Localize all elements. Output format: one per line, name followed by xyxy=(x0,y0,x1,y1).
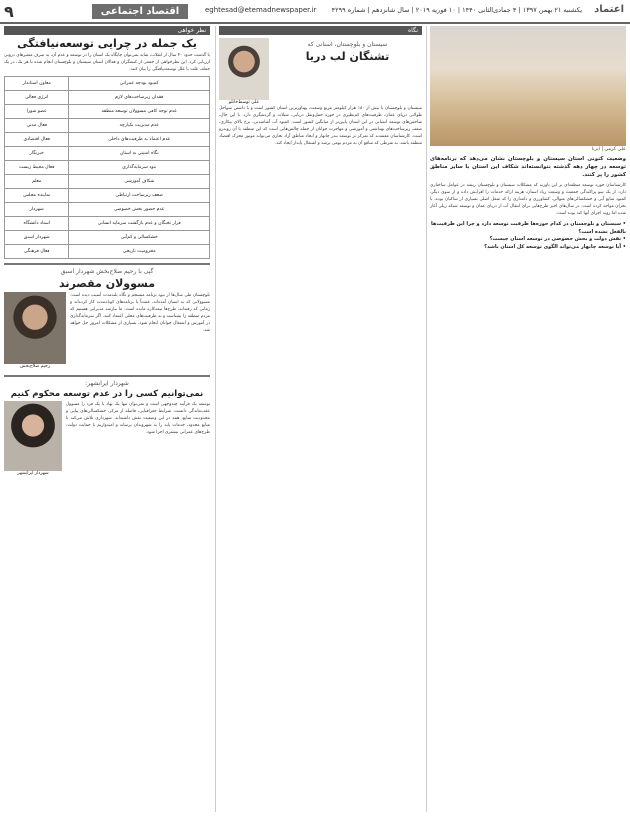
right-column xyxy=(430,26,626,816)
interview-one-photo xyxy=(4,292,66,364)
table-cell-role: شهردار xyxy=(5,203,69,217)
article-lead: وضعیت کنونی استان سیستان و بلوچستان نشان می‌دهد که برنامه‌های توسعه در چهار دهه گذشته نتوانسته‌اند شکاف این استان با سایر مناطق کشور را پر کنند. xyxy=(430,156,626,178)
table-cell-answer: نبود سرمایه‌گذاری xyxy=(69,161,210,175)
page-number: ۹ xyxy=(4,2,14,21)
table-row xyxy=(5,217,210,231)
table-cell-role: فعال اقتصادی xyxy=(5,133,69,147)
view-kicker: سیستان و بلوچستان، استانی که xyxy=(307,41,388,48)
survey-intro: با گذشت حدود ۴۰ سال از انقلاب، شاید نمی‌توان جایگاه یک استان را در توسعه و عدم آن، به صرف متغیرهای درونی ارزیابی کرد. این نظرخواهی از جمعی از کنشگران و فعالان استان سیستان و بلوچستان انجام شده تا هر یک، در یک جمله، علت یا علل توسعه‌نیافتگی را بیان کنند. xyxy=(4,53,210,72)
author-caption: علی توسط‌خانلو xyxy=(228,100,260,105)
interview-one-body: بلوچستان طی سال‌ها از نبود برنامه منسجم و نگاه بلندمدت آسیب دیده است. مسوولانی که به استان آمده‌اند، عمدتاً با برنامه‌های کوتاه‌مدت کار کرده‌اند و زمانی که رفته‌اند، طرح‌ها نیمه‌کاره مانده است. ما نیازمند مدیرانی هستیم که مردم منطقه را بشناسند و به ظرفیت‌های محلی اعتماد کنند. اگر سرمایه‌گذاری در آموزش و اشتغال جوانان انجام شود، بسیاری از مشکلات امروز حل خواهد شد. xyxy=(70,293,210,333)
table-cell-role: خبرنگار xyxy=(5,147,69,161)
interview-one-title: مسوولان مقصرند xyxy=(58,277,156,290)
table-cell-answer: شکاف آموزشی xyxy=(69,175,210,189)
question-item: • آیا توسعه چابهار می‌تواند الگوی توسعه کل استان باشد؟ xyxy=(484,243,626,250)
table-cell-answer: فقدان زیرساخت‌های لازم xyxy=(69,91,210,105)
table-row xyxy=(5,77,210,91)
column-divider xyxy=(426,26,427,812)
interview-two-kicker: شهردار ایرانشهر: xyxy=(85,380,129,387)
table-row xyxy=(5,105,210,119)
table-cell-answer: عدم توجه کافی مسوولان توسعه منطقه xyxy=(69,105,210,119)
newspaper-logo: اعتماد xyxy=(594,4,624,15)
photo-caption: علی کرمی | ایرنا xyxy=(591,147,626,152)
table-row xyxy=(5,231,210,245)
table-cell-role: انرژی فعالی xyxy=(5,91,69,105)
table-row xyxy=(5,161,210,175)
table-cell-answer: محرومیت تاریخی xyxy=(69,245,210,259)
question-list xyxy=(430,221,626,251)
survey-bar: نظر خواهی xyxy=(4,26,210,35)
view-bar: نگاه xyxy=(219,26,422,35)
table-cell-role: استاد دانشگاه xyxy=(5,217,69,231)
interview-two-caption: شهردار ایرانشهر xyxy=(17,471,49,476)
question-item: • نقش دولت و بخش خصوصی در توسعه استان چیست؟ xyxy=(489,236,626,242)
table-row xyxy=(5,203,210,217)
interview-two-body: توسعه یک فرآیند چندوجهی است و نمی‌توان تنها یک نهاد یا یک فرد را مسوول عقب‌ماندگی دانست. شرایط جغرافیایی، فاصله از مرکز، خشکسالی‌های پیاپی و محدودیت منابع، همه در این وضعیت نقش داشته‌اند. شهرداری تلاش می‌کند با منابع محدود، خدمات پایه را به شهروندان برساند و امیدواریم با حمایت دولت، طرح‌های عمرانی بیشتری اجرا شود. xyxy=(66,402,210,435)
table-cell-role: فعال مدنی xyxy=(5,119,69,133)
table-row xyxy=(5,133,210,147)
interview-one-kicker: گپی با رحیم صلاح‌بخش شهردار اسبق xyxy=(60,268,154,275)
table-cell-answer: نگاه امنیتی به استان xyxy=(69,147,210,161)
table-cell-answer: عدم اعتماد به ظرفیت‌های داخلی xyxy=(69,133,210,147)
survey-table xyxy=(4,76,210,259)
interview-one-caption: رحیم صلاح‌بخش xyxy=(19,364,51,369)
table-cell-answer: عدم حضور بخش خصوصی xyxy=(69,203,210,217)
section-title[interactable]: اقتصاد اجتماعی xyxy=(92,4,188,19)
interview-two-photo xyxy=(4,401,62,471)
table-row xyxy=(5,91,210,105)
column-divider xyxy=(215,26,216,812)
page-header xyxy=(0,0,630,24)
table-cell-role: معاون استاندار xyxy=(5,77,69,91)
table-cell-answer: عدم مدیریت یکپارچه xyxy=(69,119,210,133)
table-cell-answer: ضعف زیرساخت ارتباطی xyxy=(69,189,210,203)
table-row xyxy=(5,147,210,161)
table-row xyxy=(5,119,210,133)
middle-column xyxy=(219,26,422,816)
table-cell-role: فعال محیط زیست xyxy=(5,161,69,175)
desert-photo xyxy=(430,26,626,146)
table-cell-role: نماینده مجلس xyxy=(5,189,69,203)
table-cell-role: معلم xyxy=(5,175,69,189)
table-cell-role: فعال فرهنگی xyxy=(5,245,69,259)
table-cell-answer: خشکسالی و کم‌آبی xyxy=(69,231,210,245)
left-column xyxy=(4,26,210,816)
table-cell-answer: فرار نخبگان و عدم بازگشت سرمایه انسانی xyxy=(69,217,210,231)
table-cell-role: شهردار اسبق xyxy=(5,231,69,245)
view-title: تشنگان لب دریا xyxy=(305,50,390,63)
article-body: کارشناسان حوزه توسعه منطقه‌ای بر این باورند که مشکلات سیستان و بلوچستان ریشه در عوامل ساختاری دارد. از یک سو پراکندگی جمعیت و وسعت زیاد استان، هزینه ارائه خدمات را افزایش داده و از سوی دیگر، کمبود منابع آبی و خشکسالی‌های متوالی، کشاورزی و دامداری را که شغل اصلی بسیاری از ساکنان بوده، با بحران مواجه کرده است. در سال‌های اخیر طرح‌هایی برای انتقال آب از دریای عمان و توسعه شبکه ریلی آغاز شده اما روند اجرای آنها کند بوده است. xyxy=(430,183,626,216)
table-cell-answer: کمبود بودجه عمرانی xyxy=(69,77,210,91)
interview-two-title: نمی‌توانیم کسی را در عدم توسعه محکوم کنیم xyxy=(10,389,204,399)
table-row xyxy=(5,189,210,203)
survey-title: یک جمله در چرایی توسعه‌نیافتگی xyxy=(17,37,197,50)
view-body: سیستان و بلوچستان با بیش از ۱۸۰ هزار کیلومتر مربع وسعت، پهناورترین استان کشور است و با داشتن سواحل طولانی دریای عمان، ظرفیت‌های کم‌نظیری در حوزه حمل‌ونقل دریایی، شیلات و گردشگری دارد. با این حال، شاخص‌های توسعه انسانی در این استان پایین‌تر از میانگین کشور است. کمبود آب آشامیدنی، نرخ بالای بیکاری، ضعف زیرساخت‌های بهداشتی و آموزشی و مهاجرت جوانان از جمله چالش‌هایی است که این منطقه با آن روبه‌رو است. کارشناسان معتقدند که تمرکز بر توسعه بندر چابهار و ایجاد مناطق آزاد تجاری می‌تواند موتور محرک اقتصاد منطقه باشد، به شرطی که منافع آن به مردم بومی برسد و اشتغال پایدار ایجاد کند. xyxy=(219,106,422,146)
date-line: یکشنبه ۲۱ بهمن ۱۳۹۷ | ۴ جمادی‌الثانی ۱۴۴۰ | ۱۰ فوریه ۲۰۱۹ | سال شانزدهم | شماره ۴۲۹۹ xyxy=(331,6,582,14)
interview-two xyxy=(4,375,210,476)
author-photo xyxy=(219,38,269,100)
question-item: • سیستان و بلوچستان در کدام حوزه‌ها ظرفیت توسعه دارد و چرا این ظرفیت‌ها بالفعل نشده است؟ xyxy=(431,221,626,235)
section-email[interactable]: eghtesad@etemadnewspaper.ir xyxy=(205,6,317,14)
table-row xyxy=(5,175,210,189)
table-row xyxy=(5,245,210,259)
table-cell-role: عضو شورا xyxy=(5,105,69,119)
interview-one xyxy=(4,263,210,369)
